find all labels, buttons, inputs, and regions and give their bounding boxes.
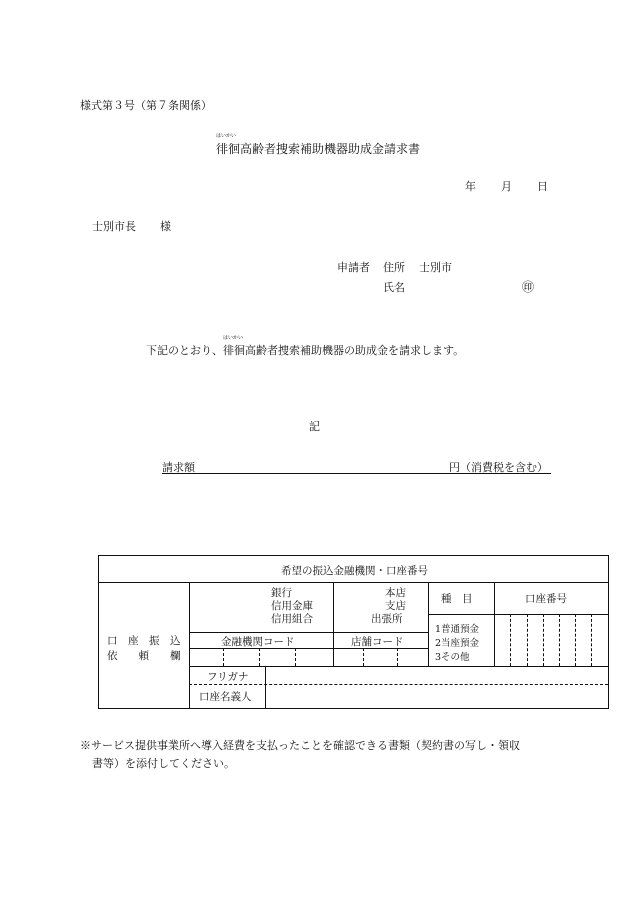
header-divider bbox=[99, 582, 608, 583]
statement bbox=[146, 335, 465, 358]
account-box-divider bbox=[591, 614, 592, 666]
account-box-divider bbox=[575, 614, 576, 666]
document-title bbox=[216, 133, 421, 157]
furigana-top-line bbox=[189, 666, 608, 667]
code-box-divider bbox=[295, 648, 296, 666]
bank-type-kumiai: 信用組合 bbox=[271, 613, 313, 625]
statement-ruby-group bbox=[223, 335, 245, 358]
code-box-divider bbox=[397, 648, 398, 666]
holder-label-divider bbox=[265, 666, 266, 708]
claim-label: 請求額 bbox=[162, 461, 195, 474]
branch-type-branch: 支店 bbox=[385, 600, 406, 612]
address-label: 住所 bbox=[383, 261, 405, 274]
branch-type-main: 本店 bbox=[385, 587, 406, 599]
account-number-label: 口座番号 bbox=[525, 593, 567, 605]
account-box-divider bbox=[510, 614, 511, 666]
bank-type-bank: 銀行 bbox=[271, 587, 292, 599]
addressee-name: 士別市長 bbox=[92, 220, 136, 233]
seal-mark: ㊞ bbox=[522, 280, 535, 294]
code-box-divider bbox=[259, 648, 260, 666]
branch-kind-divider bbox=[428, 582, 429, 666]
name-label: 氏名 bbox=[383, 281, 405, 294]
statement-ruby: はいかい bbox=[223, 335, 244, 341]
table-header: 希望の振込金融機関・口座番号 bbox=[281, 565, 428, 577]
title-ruby: はいかい bbox=[216, 133, 237, 139]
furigana-label: フリガナ bbox=[207, 671, 249, 683]
label-col-line bbox=[189, 582, 190, 708]
code-box-divider bbox=[223, 648, 224, 666]
account-box-divider bbox=[527, 614, 528, 666]
institution-code-label: 金融機関コード bbox=[221, 636, 295, 648]
applicant-label: 申請者 bbox=[337, 261, 370, 274]
addressee-honorific: 様 bbox=[160, 220, 171, 233]
code-top-line bbox=[189, 632, 428, 633]
title-ruby-group bbox=[216, 133, 241, 157]
address-value: 士別市 bbox=[419, 261, 452, 274]
date-year: 年 bbox=[465, 180, 476, 193]
ki-label: 記 bbox=[309, 420, 320, 433]
account-holder-label: 口座名義人 bbox=[199, 691, 252, 703]
date-day: 日 bbox=[537, 180, 548, 193]
bank-transfer-table bbox=[98, 555, 609, 709]
branch-code-label: 店舗コード bbox=[351, 636, 404, 648]
note-line1: ※サービス提供事業所へ導入経費を支払ったことを確認できる書類（契約書の写し・領収 bbox=[80, 739, 520, 752]
row-label-line1: 口 座 振 込 bbox=[107, 635, 181, 647]
bank-type-shinkin: 信用金庫 bbox=[271, 600, 313, 612]
claim-unit: 円（消費税を含む） bbox=[449, 461, 548, 474]
date-month: 月 bbox=[501, 180, 512, 193]
deposit-type-current: 2当座預金 bbox=[435, 638, 480, 649]
kind-header-divider bbox=[428, 614, 608, 615]
deposit-type-other: 3その他 bbox=[435, 652, 470, 663]
account-box-divider bbox=[543, 614, 544, 666]
statement-prefix: 下記のとおり、 bbox=[146, 344, 223, 357]
account-box-divider bbox=[559, 614, 560, 666]
branch-type-office: 出張所 bbox=[371, 613, 403, 625]
furigana-dashed-line bbox=[189, 684, 608, 685]
kind-account-divider bbox=[494, 582, 495, 666]
title-ruby-base: 徘徊 bbox=[216, 142, 241, 156]
claim-underline bbox=[162, 473, 551, 474]
statement-rest: 高齢者捜索補助機器の助成金を請求します。 bbox=[245, 344, 465, 357]
row-label-line2: 依 頼 欄 bbox=[107, 650, 181, 662]
title-rest: 高齢者捜索補助機器助成金請求書 bbox=[240, 142, 421, 156]
note-line2: 書等）を添付してください。 bbox=[92, 757, 235, 770]
bank-branch-divider bbox=[333, 582, 334, 666]
deposit-type-ordinary: 1普通預金 bbox=[435, 624, 480, 635]
form-number: 様式第３号（第７条関係） bbox=[80, 99, 212, 112]
statement-ruby-base: 徘徊 bbox=[223, 344, 245, 357]
code-box-divider bbox=[363, 648, 364, 666]
kind-label: 種 目 bbox=[441, 593, 473, 605]
